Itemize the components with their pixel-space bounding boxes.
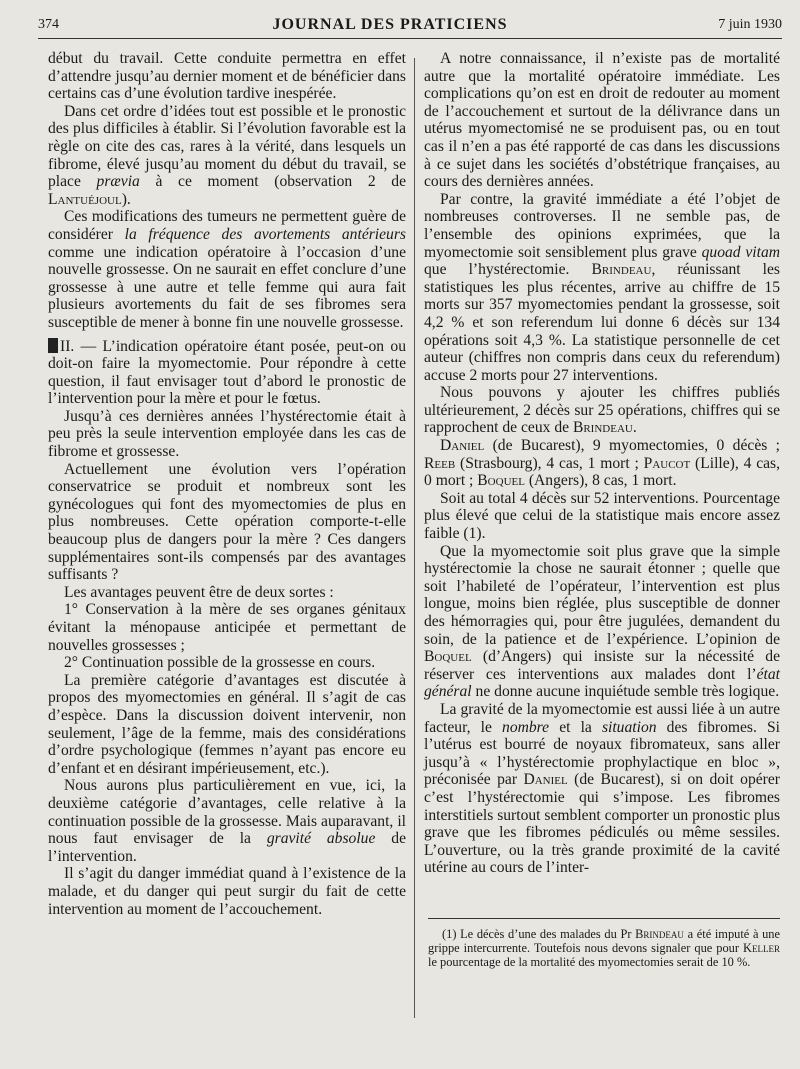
issue-date: 7 juin 1930 [718, 17, 782, 32]
paragraph: Que la myomectomie soit plus grave que la simple hystérectomie la chose ne saurait étonner ; quelle que soit l’habileté de l’opérateur, l’intervention est plus longue, moins bien réglée, plus susceptible de donner des hémorragies qui, pour être jugulées, demandent du soin, de la patience et de l’expérience. L’opinion de Boquel (d’Angers) qui insiste sur la nécessité de réserver ces interventions aux malades dont l’état général ne donne aucune inquiétude semble très logique. [424, 542, 780, 701]
section-paragraph: II. — L’indication opératoire étant posée, peut-on ou doit-on faire la myomectomie. Pour répondre à cette question, il faut envisager tout d’abord le pronostic de l’intervention pour la mère et pour le fœtus. [48, 337, 406, 408]
paragraph: La première catégorie d’avantages est discutée à propos des myomectomies en général. Il s’agit de cas d’espèce. Dans la discussion doivent intervenir, non seulement, l’âge de la femme, mais des considérations d’ordre psychologique (femmes n’ayant pas encore eu d’enfant et en désirant impérieusement, etc.). [48, 671, 406, 777]
paragraph: Jusqu’à ces dernières années l’hystérectomie était à peu près la seule intervention employée dans les cas de fibrome et grossesse. [48, 407, 406, 461]
paragraph: Nous aurons plus particulièrement en vue, ici, la deuxième catégorie d’avantages, celle relative à la continuation possible de la grossesse. Mais auparavant, il nous faut envisager de la gravité absolue de l’intervention. [48, 777, 406, 865]
right-column [424, 50, 780, 877]
journal-title: JOURNAL DES PRATICIENS [272, 16, 508, 33]
paragraph: A notre connaissance, il n’existe pas de mortalité autre que la mortalité opératoire immédiate. Les complications qu’on est en droit de redouter au moment de l’accouchement et surtout de la délivrance dans un utérus myomectomisé ne se produisent pas, ou en tout cas il n’en a pas été rapporté de cas dans les discussions à ce sujet dans les sociétés d’obstétrique françaises, au cours des dernières années. [424, 50, 780, 191]
paragraph: Les avantages peuvent être de deux sortes : [64, 583, 334, 601]
footnote-rule [428, 918, 780, 919]
paragraph: début du travail. Cette conduite permettra en effet d’attendre jusqu’au dernier moment et de bénéficier dans certains cas d’une évolution tardive inespérée. [48, 50, 406, 103]
paragraph: La gravité de la myomectomie est aussi liée à un autre facteur, le nombre et la situation des fibromes. Si l’utérus est bourré de noyaux fibromateux, sans aller jusqu’à « l’hystérectomie prophylactique en bloc », préconisée par Daniel (de Bucarest), si on doit opérer c’est l’hystérectomie qui s’impose. Les fibromes interstitiels surtout semblent comporter un pronostic plus grave que les fibromes pédiculés ou même sessiles. L’ouverture, ou la très grande proximité de la cavité utérine au cours de l’inter- [424, 700, 781, 877]
paragraph: 2° Continuation possible de la grossesse en cours. [64, 654, 376, 672]
paragraph: Actuellement une évolution vers l’opération conservatrice se produit et nombreux sont les gynécologues qui font des myomectomies de plus en plus nombreuses. Cette opération comporte-t-elle beaucoup plus de dangers pour la mère ? Ces dangers supplémentaires sont-ils compensés par des avantages suffisants ? [48, 460, 406, 584]
footnote-text: (1) Le décès d’une des malades du Pr Brindeau a été imputé à une grippe intercurrente. Toutefois nous devons signaler que pour Keller le pourcentage de la mortalité des myomectomies serait de 10 %. [428, 927, 781, 969]
page-number: 374 [38, 17, 59, 32]
left-column [48, 50, 406, 918]
paragraph: Ces modifications des tumeurs ne permettent guère de considérer la fréquence des avortements antérieurs comme une indication opératoire à l’occasion d’une nouvelle grossesse. On ne saurait en effet conclure d’une grossesse à une autre et telle femme qui aura fait plusieurs avortements du fait de ses fibromes sera susceptible de mener à bonne fin une nouvelle grossesse. [48, 208, 406, 331]
paragraph: 1° Conservation à la mère de ses organes génitaux évitant la ménopause anticipée et permettant de nouvelles grossesses ; [48, 601, 406, 654]
paragraph: Il s’agit du danger immédiat quand à l’existence de la malade, et du danger qui peut surgir du fait de cette intervention au moment de l’accouchement. [48, 865, 406, 918]
paragraph: Nous pouvons y ajouter les chiffres publiés ultérieurement, 2 décès sur 25 opérations, chiffres qui se rapprochent de ceux de Brindeau. [424, 384, 780, 437]
footnote [428, 928, 780, 969]
page-header [38, 12, 782, 39]
paragraph: Soit au total 4 décès sur 52 interventions. Pourcentage plus élevé que celui de la statistique mais encore assez faible (1). [424, 489, 780, 543]
paragraph: Dans cet ordre d’idées tout est possible et le pronostic des plus difficiles à établir. Si l’évolution favorable est la règle on cite des cas, rares à la vérité, dans lesquels un fibrome, élevé jusqu’au moment du début du travail, se place prævia à ce moment (observation 2 de Lantuéjoul). [48, 102, 406, 208]
paragraph: Daniel (de Bucarest), 9 myomectomies, 0 décès ; Reeb (Strasbourg), 4 cas, 1 mort ; Paucot (Lille), 4 cas, 0 mort ; Boquel (Angers), 8 cas, 1 mort. [424, 437, 780, 490]
column-divider [414, 58, 415, 1018]
section-marker-icon [48, 338, 58, 353]
paragraph: Par contre, la gravité immédiate a été l’objet de nombreuses controverses. Il ne semble pas, de l’ensemble des opinions exprimées, que la myomectomie soit sensiblement plus grave quoad vitam que l’hystérectomie. Brindeau, réunissant les statistiques les plus récentes, arrive au chiffre de 15 morts sur 357 myomectomies pendant la grossesse, soit 4,2 % et son referendum lui donne 6 décès sur 134 opérations soit 4,3 %. La statistique personnelle de cet auteur (chiffres non compris dans ceux du referendum) accuse 2 morts pour 27 interventions. [424, 190, 781, 384]
